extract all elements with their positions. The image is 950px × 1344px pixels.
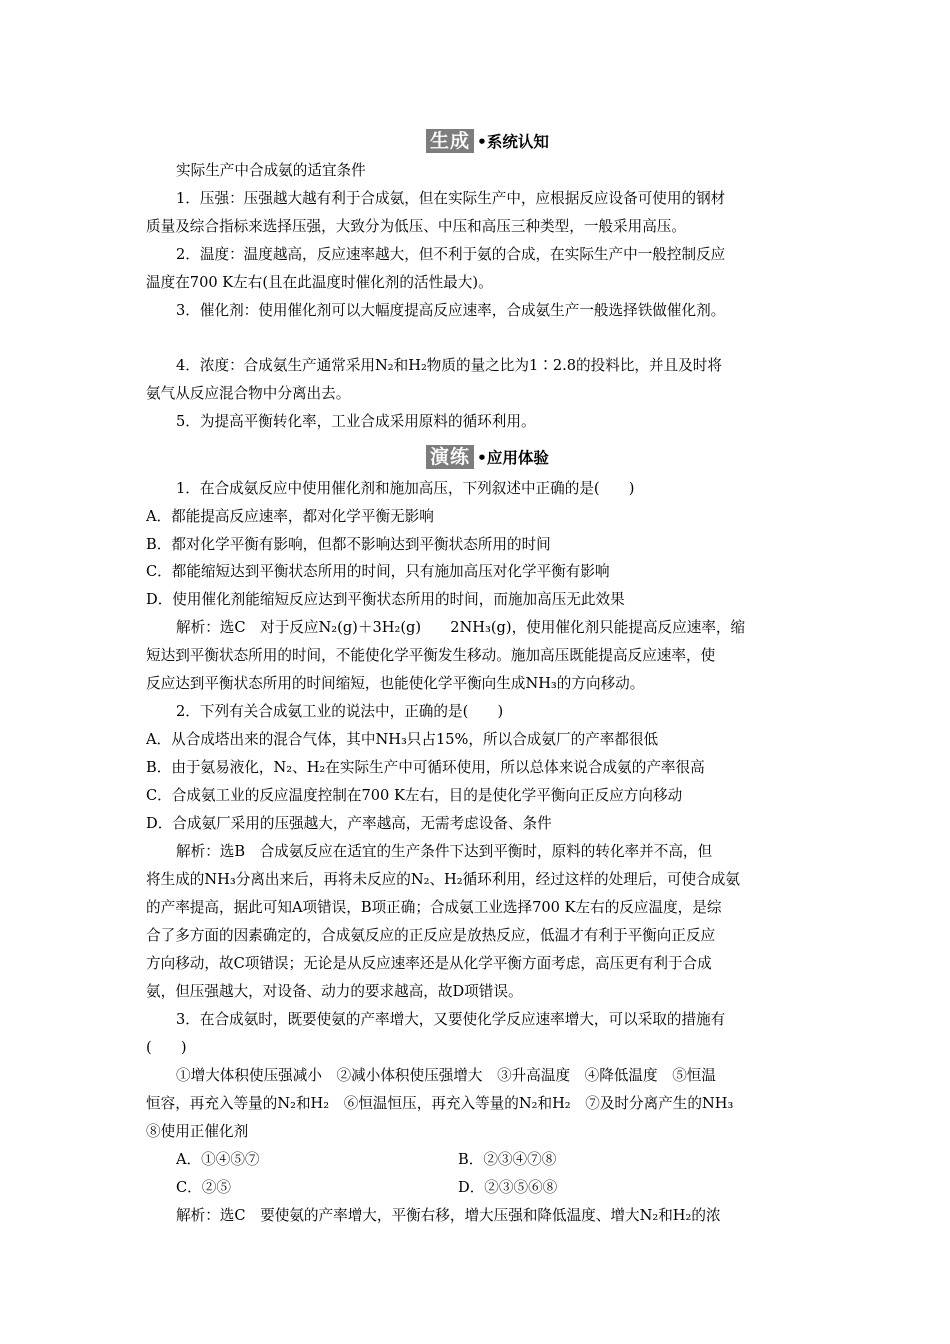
question-1-analysis-line-3: 反应达到平衡状态所用的时间缩短，也能使化学平衡向生成NH₃的方向移动。 bbox=[146, 675, 645, 692]
point-5-line-1: 5．为提高平衡转化率，工业合成采用原料的循环利用。 bbox=[176, 413, 536, 430]
point-2-line-2: 温度在700 K左右(且在此温度时催化剂的活性最大)。 bbox=[146, 274, 493, 291]
question-3-stem-line-2: ( ) bbox=[146, 1039, 187, 1056]
point-4-line-1: 4．浓度：合成氨生产通常采用N₂和H₂物质的量之比为1∶2.8的投料比，并且及时将 bbox=[176, 357, 722, 374]
question-1-option-c: C．都能缩短达到平衡状态所用的时间，只有施加高压对化学平衡有影响 bbox=[146, 563, 610, 580]
question-1-option-b: B．都对化学平衡有影响，但都不影响达到平衡状态所用的时间 bbox=[146, 536, 551, 553]
question-2-analysis-line-1: 解析：选B 合成氨反应在适宜的生产条件下达到平衡时，原料的转化率并不高，但 bbox=[176, 843, 713, 860]
section-title: •应用体验 bbox=[477, 449, 549, 467]
section-title: •系统认知 bbox=[477, 133, 549, 151]
question-3-option-d: D．②③⑤⑥⑧ bbox=[458, 1179, 558, 1196]
question-3-analysis-line-1: 解析：选C 要使氨的产率增大，平衡右移，增大压强和降低温度、增大N₂和H₂的浓 bbox=[176, 1207, 721, 1224]
section-header-1 bbox=[426, 128, 686, 154]
question-2-analysis-line-5: 方向移动，故C项错误；无论是从反应速率还是从化学平衡方面考虑，高压更有利于合成 bbox=[146, 955, 712, 972]
question-3-option-b: B．②③④⑦⑧ bbox=[458, 1151, 557, 1168]
point-4-line-2: 氨气从反应混合物中分离出去。 bbox=[146, 385, 351, 402]
subtitle: 实际生产中合成氨的适宜条件 bbox=[176, 162, 366, 179]
question-3-measures-line-2: 恒容，再充入等量的N₂和H₂ ⑥恒温恒压，再充入等量的N₂和H₂ ⑦及时分离产生的NH₃ bbox=[146, 1095, 734, 1112]
question-1-analysis-line-2: 短达到平衡状态所用的时间，不能使化学平衡发生移动。施加高压既能提高反应速率，使 bbox=[146, 647, 716, 664]
point-2-line-1: 2．温度：温度越高，反应速率越大，但不利于氨的合成，在实际生产中一般控制反应 bbox=[176, 246, 726, 263]
section-header-2 bbox=[426, 444, 686, 470]
question-2-analysis-line-3: 的产率提高，据此可知A项错误，B项正确；合成氨工业选择700 K左右的反应温度，是综 bbox=[146, 899, 722, 916]
point-1-line-2: 质量及综合指标来选择压强，大致分为低压、中压和高压三种类型，一般采用高压。 bbox=[146, 218, 686, 235]
question-3-stem-line-1: 3．在合成氨时，既要使氨的产率增大，又要使化学反应速率增大，可以采取的措施有 bbox=[176, 1011, 726, 1028]
question-1-stem: 1．在合成氨反应中使用催化剂和施加高压，下列叙述中正确的是( ) bbox=[176, 480, 635, 497]
question-2-analysis-line-2: 将生成的NH₃分离出来后，再将未反应的N₂、H₂循环利用，经过这样的处理后，可使合成氨 bbox=[146, 871, 740, 888]
question-3-option-a: A．①④⑤⑦ bbox=[176, 1151, 260, 1168]
question-2-analysis-line-6: 氨，但压强越大，对设备、动力的要求越高，故D项错误。 bbox=[146, 983, 523, 1000]
section-badge: 生成 bbox=[426, 129, 474, 153]
question-1-analysis-line-1: 解析：选C 对于反应N₂(g)＋3H₂(g) 2NH₃(g)，使用催化剂只能提高反应速率，缩 bbox=[176, 619, 746, 636]
point-3-line-1: 3．催化剂：使用催化剂可以大幅度提高反应速率，合成氨生产一般选择铁做催化剂。 bbox=[176, 302, 726, 319]
question-2-option-a: A．从合成塔出来的混合气体，其中NH₃只占15%，所以合成氨厂的产率都很低 bbox=[146, 731, 659, 748]
question-3-measures-line-1: ①增大体积使压强减小 ②减小体积使压强增大 ③升高温度 ④降低温度 ⑤恒温 bbox=[176, 1067, 716, 1084]
question-2-analysis-line-4: 合了多方面的因素确定的，合成氨反应的正反应是放热反应，低温才有利于平衡向正反应 bbox=[146, 927, 716, 944]
question-3-measures-line-3: ⑧使用正催化剂 bbox=[146, 1123, 249, 1140]
question-3-option-c: C．②⑤ bbox=[176, 1179, 231, 1196]
question-1-option-a: A．都能提高反应速率，都对化学平衡无影响 bbox=[146, 508, 434, 525]
section-badge: 演练 bbox=[426, 445, 474, 469]
question-2-option-c: C．合成氨工业的反应温度控制在700 K左右，目的是使化学平衡向正反应方向移动 bbox=[146, 787, 683, 804]
question-1-option-d: D．使用催化剂能缩短反应达到平衡状态所用的时间，而施加高压无此效果 bbox=[146, 591, 625, 608]
question-2-option-d: D．合成氨厂采用的压强越大，产率越高，无需考虑设备、条件 bbox=[146, 815, 552, 832]
question-2-option-b: B．由于氨易液化，N₂、H₂在实际生产中可循环使用，所以总体来说合成氨的产率很高 bbox=[146, 759, 705, 776]
question-2-stem: 2．下列有关合成氨工业的说法中，正确的是( ) bbox=[176, 703, 504, 720]
point-1-line-1: 1．压强：压强越大越有利于合成氨，但在实际生产中，应根据反应设备可使用的钢材 bbox=[176, 190, 726, 207]
